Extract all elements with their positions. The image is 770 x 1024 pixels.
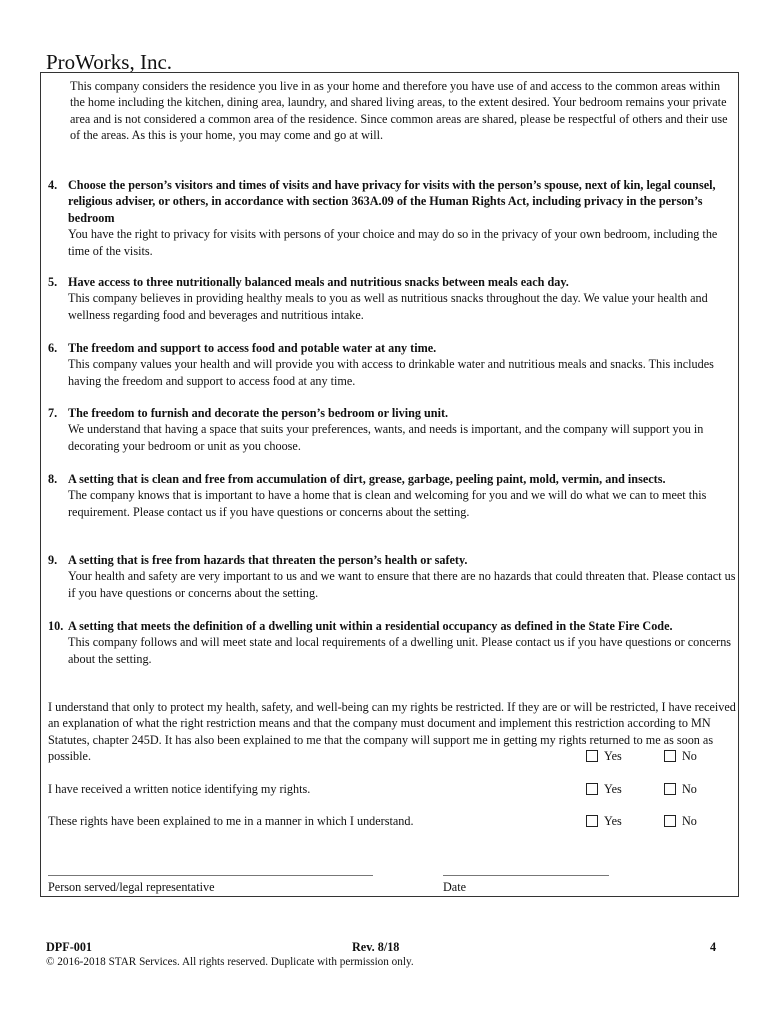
item-body: This company believes in providing healthy meals to you as well as nutritious snacks throughout the day. We value your health and wellness regarding food and beverages and nutritious intake. — [68, 291, 708, 322]
person-signature-line[interactable] — [48, 875, 373, 876]
item-heading: A setting that is clean and free from accumulation of dirt, grease, garbage, peeling paint, mold, vermin, and insects. — [68, 472, 666, 486]
item-number: 4. — [48, 178, 58, 192]
item-body: This company values your health and will provide you with access to drinkable water and nutritious meals and snacks. This includes having the freedom and support to access food at any time. — [68, 357, 714, 388]
item-heading: A setting that is free from hazards that threaten the person’s health or safety. — [68, 553, 468, 567]
written-notice-yes-option[interactable] — [586, 781, 622, 797]
checkbox[interactable] — [586, 783, 598, 795]
item-body: Your health and safety are very important to us and we want to ensure that there are no hazards that could threaten that. Please contact us if you have questions or concerns about the setting. — [68, 569, 736, 600]
checkbox[interactable] — [586, 750, 598, 762]
question-rights-explained: These rights have been explained to me in a manner in which I understand. — [48, 814, 414, 828]
rights-item-8 — [48, 471, 738, 520]
ack-yes-option[interactable] — [586, 748, 622, 764]
form-id: DPF-001 — [46, 940, 93, 954]
option-label: Yes — [604, 782, 622, 796]
item-number: 6. — [48, 341, 58, 355]
item-number: 7. — [48, 406, 58, 420]
option-label: No — [682, 814, 697, 828]
checkbox[interactable] — [664, 783, 676, 795]
item-number: 10. — [48, 619, 64, 633]
intro-paragraph: This company considers the residence you live in as your home and therefore you have use of and access to the common areas within the home including the kitchen, dining area, laundry, and shared living areas, to the extent desired. Your bedroom remains your private area and is not considered a common area of the residence. Since common areas are shared, please be respectful of others and their use of the areas. As this is your home, you may come and go at will. — [70, 79, 728, 143]
item-heading: A setting that meets the definition of a dwelling unit within a residential occupancy as defined in the State Fire Code. — [68, 619, 673, 633]
company-name: ProWorks, Inc. — [46, 50, 173, 74]
item-body: We understand that having a space that suits your preferences, wants, and needs is important, and the company will support you in decorating your bedroom or unit as you choose. — [68, 422, 704, 453]
option-label: No — [682, 782, 697, 796]
copyright-notice: © 2016-2018 STAR Services. All rights reserved. Duplicate with permission only. — [46, 956, 414, 968]
item-body: The company knows that is important to have a home that is clean and welcoming for you and we will do what we can to meet this requirement. Please contact us if you have questions or concerns about the setting. — [68, 488, 707, 519]
option-label: Yes — [604, 749, 622, 763]
item-heading: The freedom to furnish and decorate the person’s bedroom or living unit. — [68, 406, 449, 420]
checkbox[interactable] — [664, 815, 676, 827]
page-number: 4 — [710, 940, 717, 954]
item-number: 5. — [48, 275, 58, 289]
ack-no-option[interactable] — [664, 748, 697, 764]
option-label: No — [682, 749, 697, 763]
written-notice-no-option[interactable] — [664, 781, 697, 797]
rights-explained-no-option[interactable] — [664, 813, 697, 829]
rights-item-5 — [48, 274, 738, 323]
question-written-notice: I have received a written notice identifying my rights. — [48, 782, 311, 796]
checkbox[interactable] — [586, 815, 598, 827]
rights-item-4 — [48, 177, 738, 259]
option-label: Yes — [604, 814, 622, 828]
item-body: You have the right to privacy for visits with persons of your choice and may do so in the privacy of your own bedroom, including the time of the visits. — [68, 227, 718, 258]
rights-item-6 — [48, 340, 738, 389]
item-heading: Choose the person’s visitors and times of visits and have privacy for visits with the person’s spouse, next of kin, legal counsel, religious adviser, or others, in accordance with section 363A.09 of the Human Rights Act, including privacy in the person’s bedroom — [68, 178, 716, 225]
rights-explained-yes-option[interactable] — [586, 813, 622, 829]
item-heading: The freedom and support to access food and potable water at any time. — [68, 341, 437, 355]
checkbox[interactable] — [664, 750, 676, 762]
item-heading: Have access to three nutritionally balanced meals and nutritious snacks between meals each day. — [68, 275, 569, 289]
item-number: 9. — [48, 553, 58, 567]
item-body: This company follows and will meet state and local requirements of a dwelling unit. Please contact us if you have questions or concerns about the setting. — [68, 635, 732, 666]
person-signature-label: Person served/legal representative — [48, 880, 215, 894]
rights-item-10 — [48, 618, 738, 667]
date-label: Date — [443, 880, 467, 894]
item-number: 8. — [48, 472, 58, 486]
date-signature-line[interactable] — [443, 875, 609, 876]
rights-item-7 — [48, 405, 738, 454]
acknowledgement-paragraph: I understand that only to protect my health, safety, and well-being can my rights be restricted. If they are or will be restricted, I have received an explanation of what the right restriction means and that the company must document and implement this restriction according to MN Statutes, chapter 245D. It has also been explained to me that the company will support me in getting my rights returned to me as soon as possible. — [48, 700, 736, 764]
rights-item-9 — [48, 552, 738, 601]
revision: Rev. 8/18 — [352, 940, 400, 954]
